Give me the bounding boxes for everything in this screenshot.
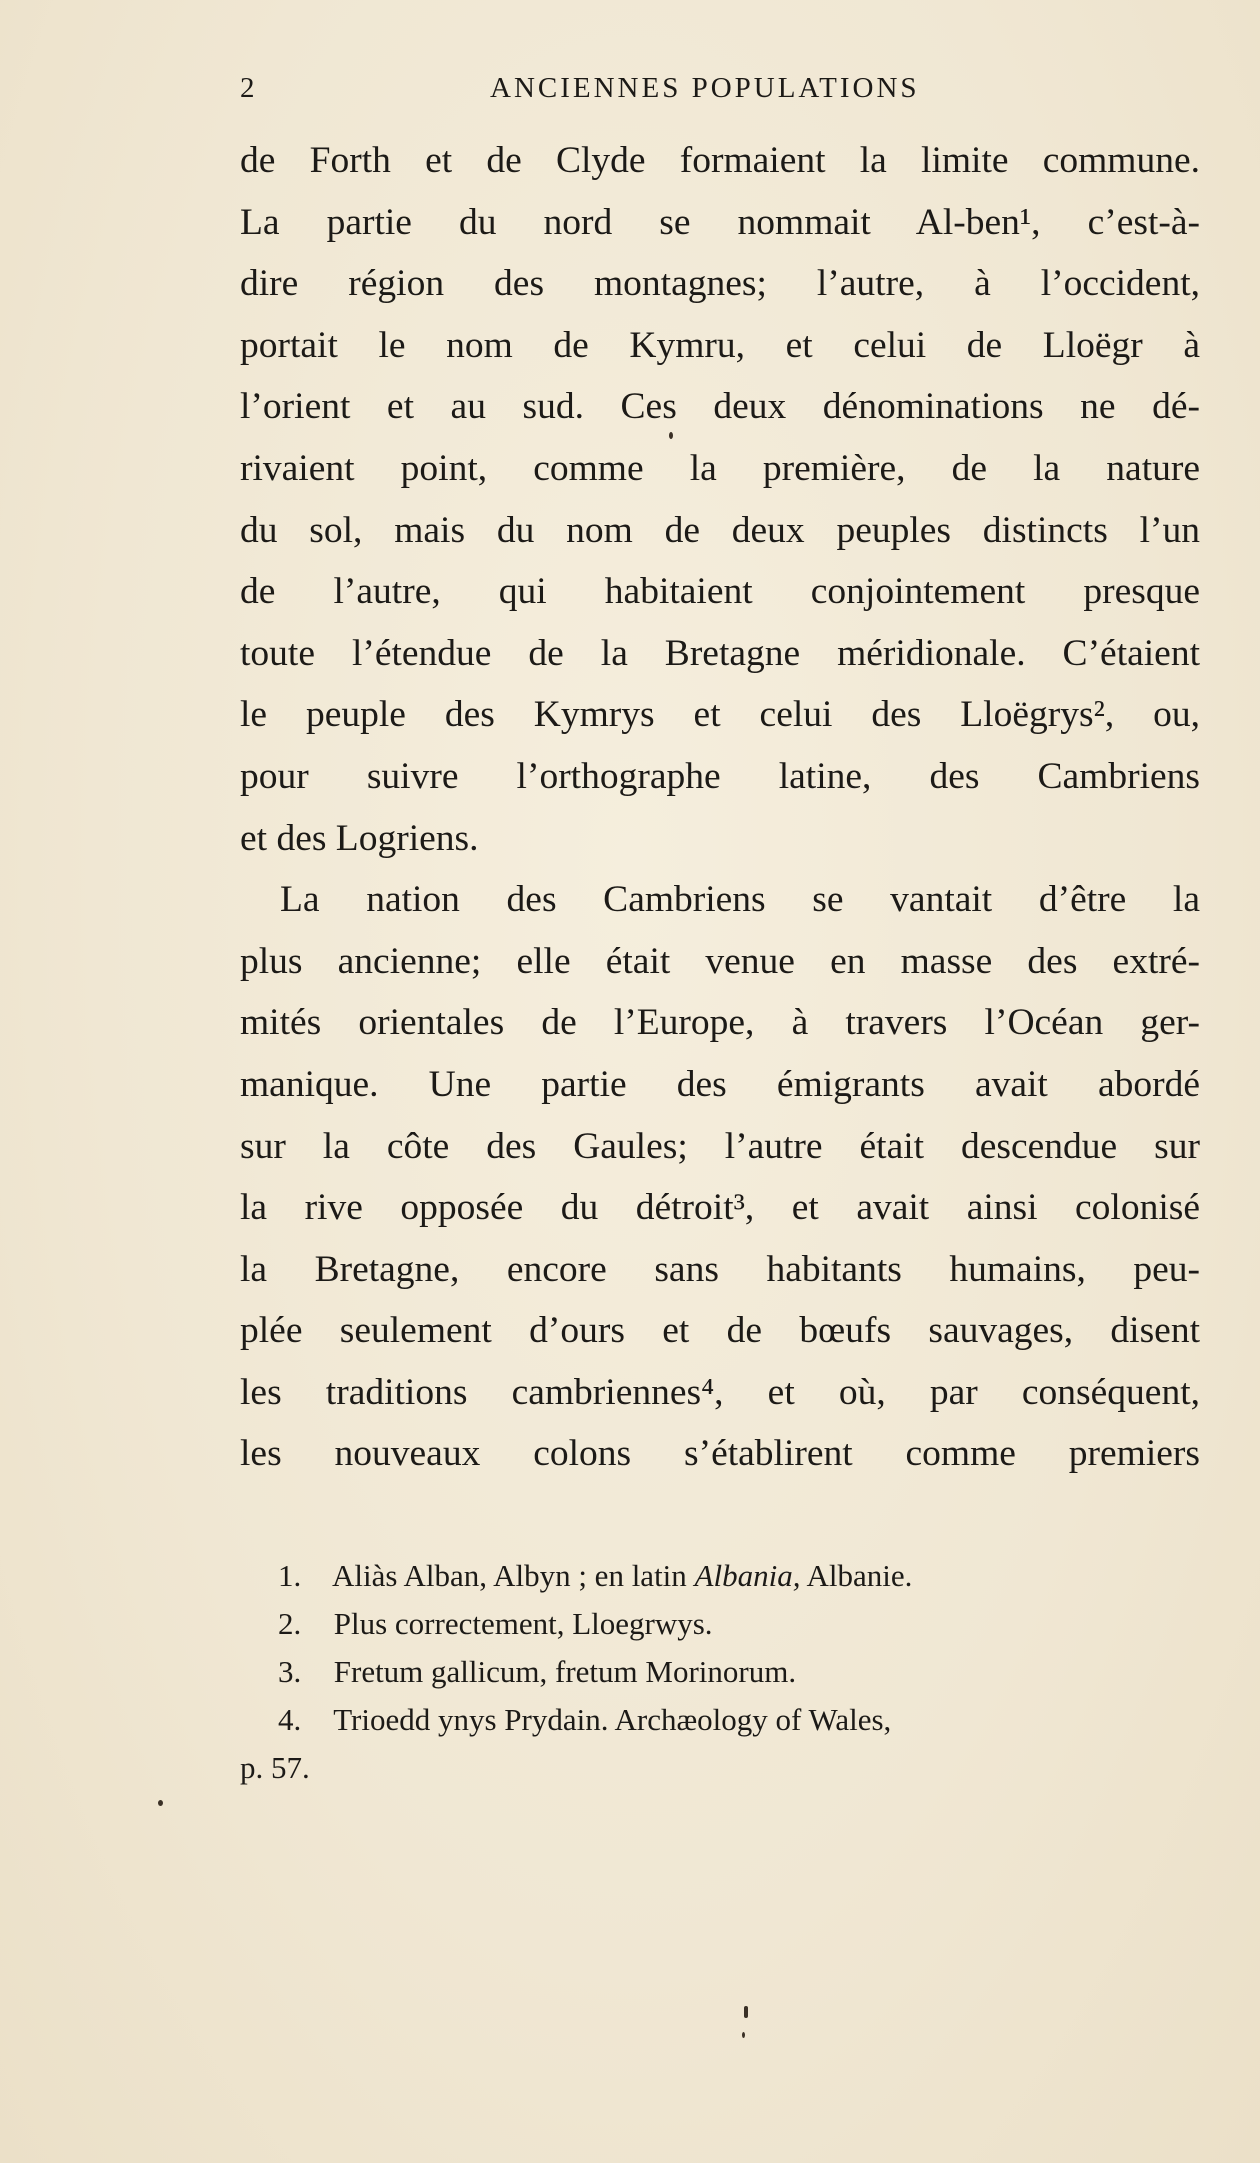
text-line: sur la côte des Gaules; l’autre était descendue sur	[240, 1125, 1200, 1167]
text-line: les nouveaux colons s’établirent comme premiers	[240, 1433, 1200, 1475]
running-title: ANCIENNES POPULATIONS	[490, 72, 920, 104]
footnote-1: 1. Aliàs Alban, Albyn ; en latin Albania, Albanie.	[240, 1552, 1200, 1600]
text-line: de l’autre, qui habitaient conjointement presque	[240, 571, 1200, 613]
text-line: mités orientales de l’Europe, à travers l’Océan ger-	[240, 1002, 1200, 1044]
text-line: rivaient point, comme la première, de la nature	[240, 447, 1200, 489]
text-line: la Bretagne, encore sans habitants humains, peu-	[240, 1248, 1200, 1290]
text-line: la rive opposée du détroit³, et avait ainsi colonisé	[240, 1187, 1200, 1229]
body-text	[240, 130, 1200, 1485]
text-line: toute l’étendue de la Bretagne méridionale. C’étaient	[240, 632, 1200, 674]
footnote-number: 2.	[278, 1606, 302, 1641]
text-line: le peuple des Kymrys et celui des Lloëgrys², ou,	[240, 694, 1200, 736]
text-line: manique. Une partie des émigrants avait abordé	[240, 1063, 1200, 1105]
footnotes	[240, 1552, 1200, 1792]
text-line: les traditions cambriennes⁴, et où, par conséquent,	[240, 1371, 1200, 1413]
running-head	[240, 72, 1195, 112]
text-line: de Forth et de Clyde formaient la limite commune.	[240, 140, 1200, 181]
text-line: et des Logriens.	[240, 817, 479, 859]
text-line: pour suivre l’orthographe latine, des Cambriens	[240, 755, 1200, 797]
footnote-4-continuation: p. 57.	[240, 1750, 310, 1785]
text-line: l’orient et au sud. Ces deux dénominations ne dé-	[240, 386, 1200, 428]
paper-speck	[158, 1800, 163, 1806]
paragraph-start-line: La nation des Cambriens se vantait d’être la	[280, 879, 1200, 921]
paper-speck	[669, 432, 673, 439]
text-line: plée seulement d’ours et de bœufs sauvages, disent	[240, 1310, 1200, 1352]
text-line: La partie du nord se nommait Al-ben¹, c’est-à-	[240, 201, 1200, 243]
text-line: portait le nom de Kymru, et celui de Lloëgr à	[240, 324, 1200, 366]
text-line: du sol, mais du nom de deux peuples distincts l’un	[240, 509, 1200, 551]
paper-speck	[744, 2006, 748, 2018]
footnote-3: 3. Fretum gallicum, fretum Morinorum.	[240, 1648, 1200, 1696]
text-line: dire région des montagnes; l’autre, à l’occident,	[240, 263, 1200, 305]
footnote-4: 4. Trioedd ynys Prydain. Archæology of Wales,	[240, 1696, 1200, 1744]
footnote-number: 4.	[278, 1702, 302, 1737]
page-number: 2	[240, 72, 257, 104]
text-line: plus ancienne; elle était venue en masse des extré-	[240, 940, 1200, 982]
footnote-number: 1.	[278, 1558, 302, 1593]
paper-speck	[742, 2032, 745, 2038]
footnote-number: 3.	[278, 1654, 302, 1689]
footnote-2: 2. Plus correctement, Lloegrwys.	[240, 1600, 1200, 1648]
